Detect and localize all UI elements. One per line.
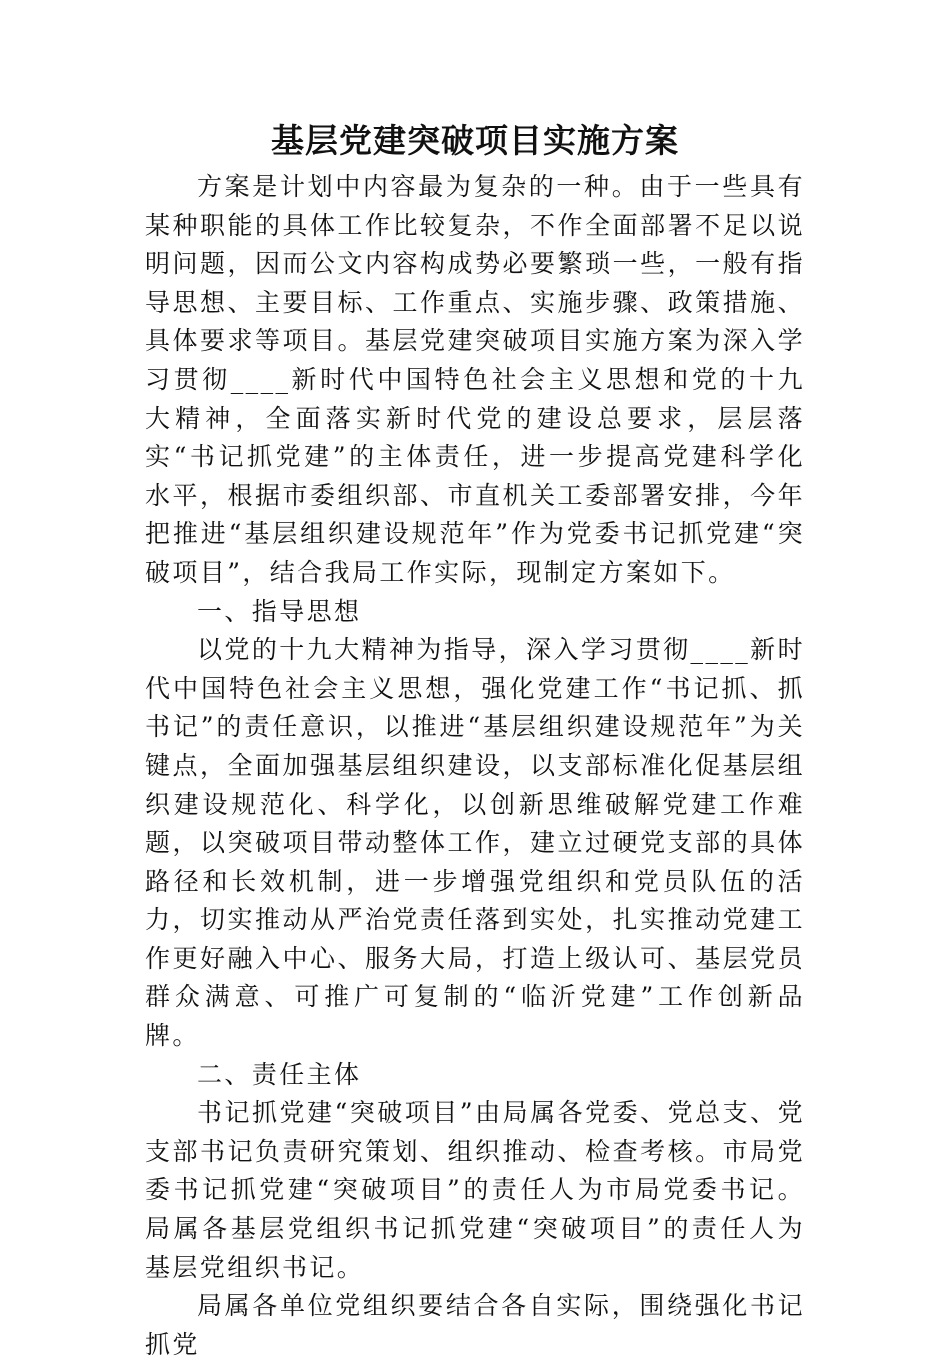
section-heading-responsible-party: 二、责任主体 <box>197 1059 362 1089</box>
paragraph-responsible-party: 书记抓党建“突破项目”由局属各党委、党总支、党支部书记负责研究策划、组织推动、检查考核。市局党委书记抓党建“突破项目”的责任人为市局党委书记。局属各基层党组织书记抓党建“突破项目”的责任人为基层党组织书记。 <box>145 1098 805 1282</box>
paragraph-guiding-ideology: 以党的十九大精神为指导，深入学习贯彻____新时代中国特色社会主义思想，强化党建工作“书记抓、抓书记”的责任意识，以推进“基层组织建设规范年”为关键点，全面加强基层组织建设，以支部标准化促基层组织建设规范化、科学化，以创新思维破解党建工作难题，以突破项目带动整体工作，建立过硬党支部的具体路径和长效机制，进一步增强党组织和党员队伍的活力，切实推动从严治党责任落到实处，扎实推动党建工作更好融入中心、服务大局，打造上级认可、基层党员群众满意、可推广可复制的“临沂党建”工作创新品牌。 <box>145 635 805 1051</box>
document-title: 基层党建突破项目实施方案 <box>271 121 679 160</box>
paragraph-intro: 方案是计划中内容最为复杂的一种。由于一些具有某种职能的具体工作比较复杂，不作全面部署不足以说明问题，因而公文内容构成势必要繁琐一些，一般有指导思想、主要目标、工作重点、实施步骤、政策措施、具体要求等项目。基层党建突破项目实施方案为深入学习贯彻____新时代中国特色社会主义思想和党的十九大精神，全面落实新时代党的建设总要求，层层落实“书记抓党建”的主体责任，进一步提高党建科学化水平，根据市委组织部、市直机关工委部署安排，今年把推进“基层组织建设规范年”作为党委书记抓党建“突破项目”，结合我局工作实际，现制定方案如下。 <box>145 172 805 587</box>
paragraph-units-requirement: 局属各单位党组织要结合各自实际，围绕强化书记抓党 <box>145 1291 805 1359</box>
document-body <box>145 168 805 1364</box>
section-heading-guiding-ideology: 一、指导思想 <box>197 596 362 626</box>
